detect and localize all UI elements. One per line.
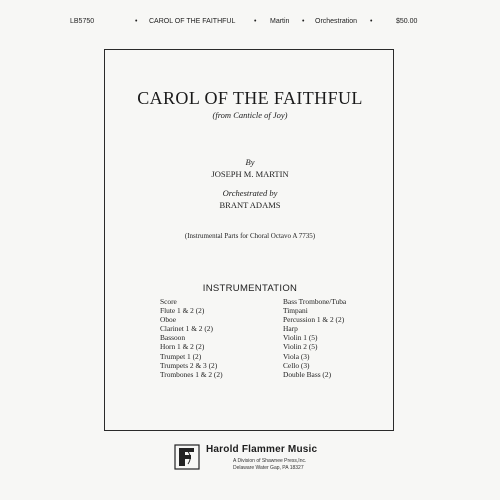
- header-composer: Martin: [270, 18, 290, 25]
- composer-name: JOSEPH M. MARTIN: [211, 169, 289, 179]
- instrument-item: Score: [160, 297, 177, 306]
- harold-flammer-logo-icon: [174, 444, 200, 470]
- instrument-item: Trombones 1 & 2 (2): [160, 369, 223, 379]
- instrument-item: Trumpet 1 (2): [160, 351, 202, 361]
- instrument-item: Bassoon: [160, 333, 186, 343]
- header-separator: •: [254, 18, 257, 25]
- publisher-name: Harold Flammer Music: [206, 444, 318, 455]
- header-separator: •: [135, 18, 138, 25]
- cover-title: CAROL OF THE FAITHFUL: [137, 88, 363, 108]
- instrument-item: Violin 2 (5): [283, 342, 318, 352]
- by-label: By: [245, 157, 255, 167]
- header-separator: •: [302, 18, 305, 25]
- instrument-item: Double Bass (2): [283, 369, 332, 379]
- catalog-number: LB5750: [70, 18, 95, 25]
- instrument-item: Flute 1 & 2 (2): [160, 306, 205, 316]
- instrument-item: Timpani: [283, 306, 308, 316]
- instrument-item: Oboe: [160, 315, 177, 325]
- instrument-item: Clarinet 1 & 2 (2): [160, 324, 213, 334]
- publisher-address: Delaware Water Gap, PA 18327: [233, 465, 304, 471]
- instrument-item: Cello (3): [283, 360, 310, 370]
- instrument-list-right: [283, 297, 346, 379]
- header-price: $50.00: [396, 18, 418, 25]
- cover-subtitle: (from Canticle of Joy): [212, 110, 288, 120]
- instrument-item: Trumpets 2 & 3 (2): [160, 360, 218, 370]
- instrument-item: Violin 1 (5): [283, 333, 318, 343]
- header-title: CAROL OF THE FAITHFUL: [149, 18, 236, 25]
- instrument-list-left: [160, 297, 223, 379]
- header-bar: [0, 18, 500, 30]
- instrumentation-heading: INSTRUMENTATION: [202, 283, 298, 294]
- instrument-item: Harp: [283, 324, 298, 334]
- orchestrator-name: BRANT ADAMS: [219, 200, 281, 210]
- instrument-item: Viola (3): [283, 351, 310, 361]
- instrument-item: Percussion 1 & 2 (2): [283, 315, 345, 325]
- instrument-item: Bass Trombone/Tuba: [283, 297, 347, 306]
- parts-note: (Instrumental Parts for Choral Octavo A 7735): [184, 232, 316, 240]
- instrument-item: Horn 1 & 2 (2): [160, 342, 205, 352]
- orchestrated-label: Orchestrated by: [222, 188, 278, 198]
- header-category: Orchestration: [315, 18, 358, 25]
- header-separator: •: [370, 18, 373, 25]
- publisher-division: A Division of Shawnee Press,Inc.: [233, 458, 307, 464]
